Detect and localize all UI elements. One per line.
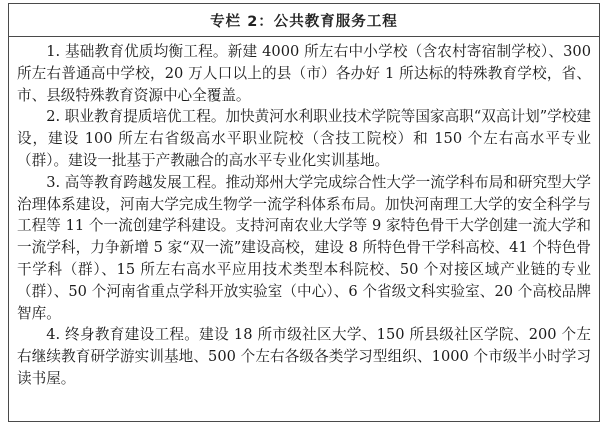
column-body <box>9 37 599 390</box>
column-title: 专栏 2：公共教育服务工程 <box>9 4 599 37</box>
item-vocational-education: 2. 职业教育提质培优工程。加快黄河水利职业技术学院等国家高职“双高计划”学校建设，建设 100 所左右省级高水平职业院校（含技工院校）和 150 个左右高水平专业（群）。建设一批基于产教融合的高水平专业化实训基地。 <box>17 108 591 169</box>
column-box <box>8 3 600 422</box>
item-higher-education: 3. 高等教育跨越发展工程。推动郑州大学完成综合性大学一流学科布局和研究型大学治理体系建设，河南大学完成生物学一流学科体系布局。加快河南理工大学的安全科学与工程等 11 个一流创建学科建设。支持河南农业大学等 9 家特色骨干大学创建一流大学和一流学科，力争新增 5 家“双一流”建设高校，建设 8 所特色骨干学科高校、41 个特色骨干学科（群）、15 所左右高水平应用技术类型本科院校、50 个对接区域产业链的专业（群）、50 个河南省重点学科开放实验室（中心）、6 个省级文科实验室、20 个高校品牌智库。 <box>17 173 591 322</box>
item-lifelong-education: 4. 终身教育建设工程。建设 18 所市级社区大学、150 所县级社区学院、200 个左右继续教育研学游实训基地、500 个左右各级各类学习型组织、1000 个市级半小时学习读书屋。 <box>17 326 591 387</box>
item-basic-education: 1. 基础教育优质均衡工程。新建 4000 所左右中小学校（含农村寄宿制学校）、300 所左右普通高中学校，20 万人口以上的县（市）各办好 1 所达标的特殊教育学校，省、市、县级特殊教育资源中心全覆盖。 <box>17 43 591 104</box>
